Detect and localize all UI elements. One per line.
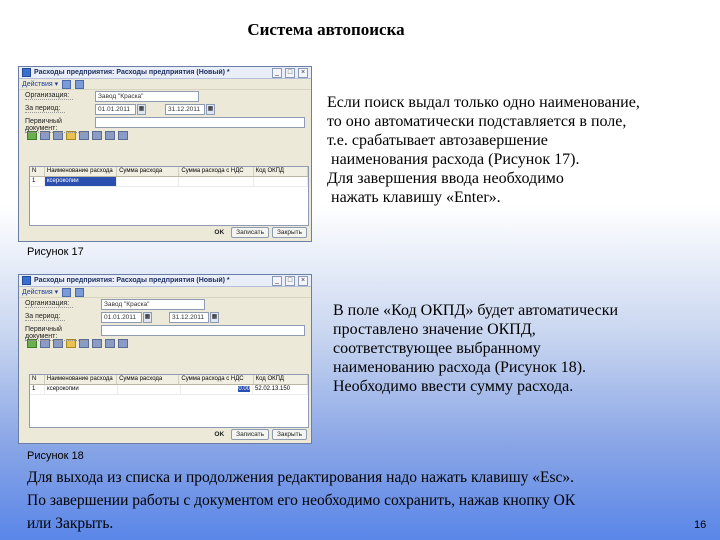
sum-cell[interactable] (117, 177, 179, 186)
primary-doc-field[interactable] (95, 117, 305, 128)
text-line: т.е. срабатывает автозавершение (327, 132, 548, 149)
org-field[interactable]: Завод "Краска" (95, 91, 199, 102)
actions-menu-bar (19, 287, 311, 298)
org-field[interactable]: Завод "Краска" (101, 299, 205, 310)
org-label: Организация: (25, 92, 73, 99)
maximize-icon[interactable]: □ (285, 68, 295, 78)
calendar-icon[interactable]: ▦ (143, 312, 152, 323)
expense-name-cell[interactable]: ксерокопии (45, 385, 118, 394)
page-number: 16 (694, 519, 707, 531)
window-title: Расходы предприятия: Расходы предприятия (Новый) * (34, 69, 230, 76)
document-icon (22, 68, 31, 77)
close-button[interactable]: Закрыть (272, 227, 307, 238)
text-line: или Закрыть. (27, 515, 114, 532)
ok-button[interactable]: OK (214, 431, 225, 438)
sum-cell[interactable] (118, 385, 181, 394)
sort-icon[interactable] (105, 339, 115, 348)
period-row (19, 311, 311, 324)
post-icon[interactable] (75, 288, 84, 297)
document-window-figure-17 (18, 66, 312, 242)
move-down-icon[interactable] (92, 131, 102, 140)
actions-menu-bar (19, 79, 311, 90)
save-icon[interactable] (62, 80, 71, 89)
table-row[interactable] (30, 177, 308, 187)
period-label: За период: (25, 105, 65, 112)
expenses-table (29, 374, 309, 428)
table-header (30, 167, 308, 177)
period-row (19, 103, 311, 116)
row-number: 1 (30, 177, 45, 186)
date-from-field[interactable]: 01.01.2011 (95, 104, 136, 115)
sort-desc-icon[interactable] (118, 131, 128, 140)
col-header[interactable]: Код ОКПД (254, 375, 308, 384)
text-line: В поле «Код ОКПД» будет автоматически (333, 302, 619, 319)
expense-name-cell[interactable]: ксерокопии (45, 177, 117, 186)
figure-caption-18: Рисунок 18 (27, 450, 84, 462)
post-icon[interactable] (75, 80, 84, 89)
text-line: Для выхода из списка и продолжения редактирования надо нажать клавишу «Esc». (27, 469, 575, 486)
text-line: нажать клавишу «Enter». (331, 189, 501, 206)
text-line: Необходимо ввести сумму расхода. (333, 378, 574, 395)
table-row[interactable] (30, 385, 308, 395)
date-to-field[interactable]: 31.12.2011 (165, 104, 205, 115)
expenses-table (29, 166, 309, 226)
text-line: то оно автоматически подставляется в поле, (327, 113, 627, 130)
bottom-instructions (27, 466, 575, 535)
actions-menu[interactable]: Действия ▾ (22, 289, 59, 296)
sum-vat-value[interactable]: 0.00 (238, 386, 250, 392)
doc-row (19, 324, 311, 340)
sort-desc-icon[interactable] (118, 339, 128, 348)
window-titlebar (19, 67, 311, 79)
text-line: По завершении работы с документом его необходимо сохранить, нажав кнопку ОК (27, 492, 576, 509)
save-button[interactable]: Записать (231, 429, 269, 440)
col-header[interactable]: Сумма расхода (117, 375, 179, 384)
table-header (30, 375, 308, 385)
doc-row (19, 116, 311, 132)
calendar-icon[interactable]: ▦ (210, 312, 219, 323)
save-button[interactable]: Записать (231, 227, 269, 238)
text-line: Если поиск выдал только одно наименование, (327, 94, 640, 111)
actions-menu[interactable]: Действия ▾ (22, 81, 59, 88)
text-line: проставлено значение ОКПД, (333, 321, 536, 338)
calendar-icon[interactable]: ▦ (137, 104, 146, 115)
org-row (19, 298, 311, 311)
close-icon[interactable]: × (298, 276, 308, 286)
document-window-figure-18 (18, 274, 312, 444)
explanation-paragraph-1 (327, 93, 640, 207)
window-titlebar (19, 275, 311, 287)
text-line: соответствующее выбранному (333, 340, 541, 357)
col-header[interactable]: Сумма расхода (117, 167, 179, 176)
calendar-icon[interactable]: ▦ (206, 104, 215, 115)
primary-doc-label: Первичный документ: (25, 326, 85, 340)
date-from-field[interactable]: 01.01.2011 (101, 312, 142, 323)
row-number: 1 (30, 385, 45, 394)
document-icon (22, 276, 31, 285)
primary-doc-field[interactable] (101, 325, 305, 336)
slide-title: Система автопоиска (247, 20, 405, 39)
primary-doc-label: Первичный документ: (25, 118, 85, 132)
col-header[interactable]: N (30, 167, 45, 176)
date-to-field[interactable]: 31.12.2011 (169, 312, 209, 323)
window-title: Расходы предприятия: Расходы предприятия (Новый) * (34, 277, 230, 284)
col-header[interactable]: N (30, 375, 45, 384)
period-label: За период: (25, 313, 65, 320)
okpd-cell[interactable] (254, 177, 308, 186)
org-label: Организация: (25, 300, 73, 307)
text-line: наименования расхода (Рисунок 17). (331, 151, 580, 168)
dialog-footer (210, 429, 307, 440)
org-row (19, 90, 311, 103)
close-icon[interactable]: × (298, 68, 308, 78)
sort-icon[interactable] (105, 131, 115, 140)
figure-caption-17: Рисунок 17 (27, 246, 84, 258)
sum-vat-cell[interactable] (181, 385, 253, 394)
move-down-icon[interactable] (92, 339, 102, 348)
ok-button[interactable]: OK (214, 229, 225, 236)
col-header[interactable]: Сумма расхода с НДС (179, 167, 253, 176)
minimize-icon[interactable]: _ (272, 276, 282, 286)
explanation-paragraph-2 (333, 301, 618, 396)
okpd-cell[interactable]: 52.02.13.150 (253, 385, 308, 394)
maximize-icon[interactable]: □ (285, 276, 295, 286)
col-header[interactable]: Сумма расхода с НДС (179, 375, 253, 384)
col-header[interactable]: Код ОКПД (254, 167, 308, 176)
col-header[interactable]: Наименование расхода (45, 375, 117, 384)
text-line: Для завершения ввода необходимо (327, 170, 564, 187)
text-line: наименованию расхода (Рисунок 18). (333, 359, 587, 376)
minimize-icon[interactable]: _ (272, 68, 282, 78)
col-header[interactable]: Наименование расхода (45, 167, 117, 176)
close-button[interactable]: Закрыть (272, 429, 307, 440)
dialog-footer (210, 227, 307, 238)
sum-vat-cell[interactable] (179, 177, 253, 186)
save-icon[interactable] (62, 288, 71, 297)
